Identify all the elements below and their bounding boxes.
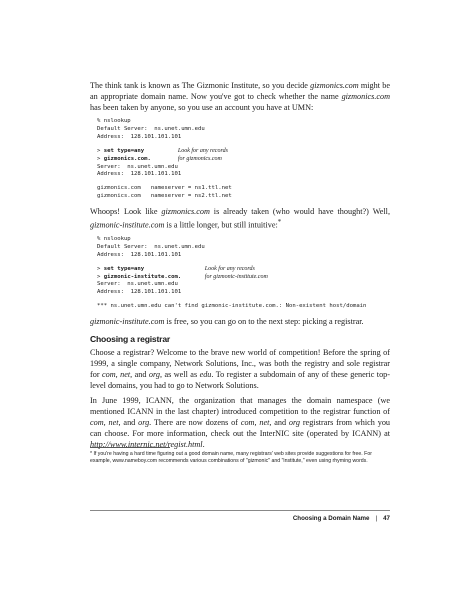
code-annotation: Look for any records <box>204 265 255 272</box>
text-run: registrars from which you can choose. For more information, check out the InterNIC site (operated by ICANN) at <box>90 418 391 439</box>
command: set type=any <box>103 265 145 272</box>
text-run: The think tank is known as The Gizmonic Institute, so you decide <box>90 81 311 90</box>
section-heading: Choosing a registrar <box>90 334 171 345</box>
code-line: Server: ns.unet.umn.edu <box>97 163 178 170</box>
page-number: 47 <box>383 515 390 522</box>
prompt: > <box>97 147 104 154</box>
tld: org <box>288 418 300 428</box>
footnote: * If you're having a hard time figuring out a good domain name, many registrars' web sites provide suggestions for free. For example, www.nameboy.com recommends various combinations of "gizmonic" and "institute," even using rhyming words. <box>90 451 372 464</box>
prompt: > <box>97 155 104 162</box>
domain-name: gizmonic-institute.com <box>90 220 165 230</box>
text-run: . <box>202 440 205 450</box>
code-block-nslookup-1 <box>97 118 390 201</box>
prompt: > <box>97 273 104 280</box>
text-run: is already taken (who would have thought?) Well, <box>209 207 390 217</box>
text-run: , <box>254 418 260 428</box>
tld: net <box>259 418 270 428</box>
code-line: Default Server: ns.unet.umn.edu <box>97 243 205 250</box>
text-run: Choose a registrar? Welcome to the brave new world of competition! Before the spring of 1999, a single company, Network Solutions, Inc., was both the registry and sole registrar for <box>90 348 390 380</box>
code-line: Address: 128.101.101.101 <box>97 251 182 258</box>
code-spacer <box>181 274 205 280</box>
tld: net <box>108 418 119 428</box>
internic-url[interactable]: http://www.internic.net/regist.html <box>90 440 203 450</box>
code-line: % nslookup <box>97 235 131 242</box>
text-run: is free, so you can go on to the next step: picking a registrar. <box>164 317 364 327</box>
paragraph-intro <box>90 80 390 113</box>
text-run: , and <box>269 418 289 428</box>
text-run: In June 1999, ICANN, the organization that manages the domain namespace (we mentioned ICANN in the last chapter) introduced competition to the registrar function of <box>90 396 390 417</box>
footnote-marker: * <box>277 219 282 227</box>
code-annotation: Look for any records <box>177 147 228 154</box>
code-line: Address: 128.101.101.101 <box>97 171 182 178</box>
paragraph-whoops <box>90 206 390 231</box>
text-run: , <box>115 370 121 380</box>
command: set type=any <box>103 147 145 154</box>
running-footer-title: Choosing a Domain Name <box>292 515 370 522</box>
text-run: , and <box>130 370 149 380</box>
paragraph-icann <box>90 395 390 450</box>
text-run: , as well as <box>160 370 200 380</box>
text-run: , <box>103 418 109 428</box>
command: gizmonic-institute.com. <box>103 273 182 280</box>
footnote-rule <box>90 447 170 448</box>
code-annotation: for gizmonic-institute.com <box>204 273 268 280</box>
code-line: Address: 128.101.101.101 <box>97 289 182 296</box>
text-run: . There are now dozens of <box>149 418 241 428</box>
code-spacer <box>144 148 178 154</box>
tld: net <box>120 370 131 380</box>
tld: com <box>240 418 255 428</box>
page-footer <box>90 510 390 522</box>
domain-name: gizmonics.com <box>161 207 210 217</box>
tld: org <box>148 370 160 380</box>
text-run: is a little longer, but still intuitive: <box>164 220 278 230</box>
domain-name: gizmonic-institute.com <box>90 317 165 327</box>
code-line: *** ns.unet.umn.edu can't find gizmonic-institute.com.: Non-existent host/domain <box>97 303 367 310</box>
page-body <box>90 80 390 450</box>
code-line: Address: 128.101.101.101 <box>97 133 182 140</box>
tld: org <box>138 418 150 428</box>
code-line: Server: ns.unet.umn.edu <box>97 281 178 288</box>
paragraph-free <box>90 316 390 327</box>
code-line: gizmonics.com nameserver = ns2.ttl.net <box>97 193 232 200</box>
code-spacer <box>144 266 205 272</box>
code-block-nslookup-2 <box>97 236 390 311</box>
text-run: Whoops! Look like <box>90 207 162 217</box>
tld: edu <box>199 370 212 380</box>
code-spacer <box>151 156 178 162</box>
text-run: might be an appropriate domain name. Now you've got to check whether the name <box>90 81 390 101</box>
domain-name: gizmonics.com <box>310 81 359 90</box>
footer-separator: | <box>375 515 378 522</box>
tld: com <box>90 418 104 428</box>
code-annotation: for gizmonics.com <box>177 155 222 162</box>
domain-name: gizmonics.com <box>341 92 390 101</box>
tld: com <box>102 370 116 380</box>
paragraph-registrar <box>90 347 390 391</box>
prompt: > <box>97 265 104 272</box>
command: gizmonics.com. <box>103 155 151 162</box>
code-line: % nslookup <box>97 118 131 124</box>
text-run: , and <box>118 418 139 428</box>
code-line: Default Server: ns.unet.umn.edu <box>97 125 205 132</box>
text-run: . To register a subdomain of any of these generic top-level domains, you had to go to Network Solutions. <box>90 370 390 391</box>
code-line: gizmonics.com nameserver = ns1.ttl.net <box>97 185 232 192</box>
text-run: has been taken by anyone, so you use an account you have at UMN: <box>90 103 314 112</box>
